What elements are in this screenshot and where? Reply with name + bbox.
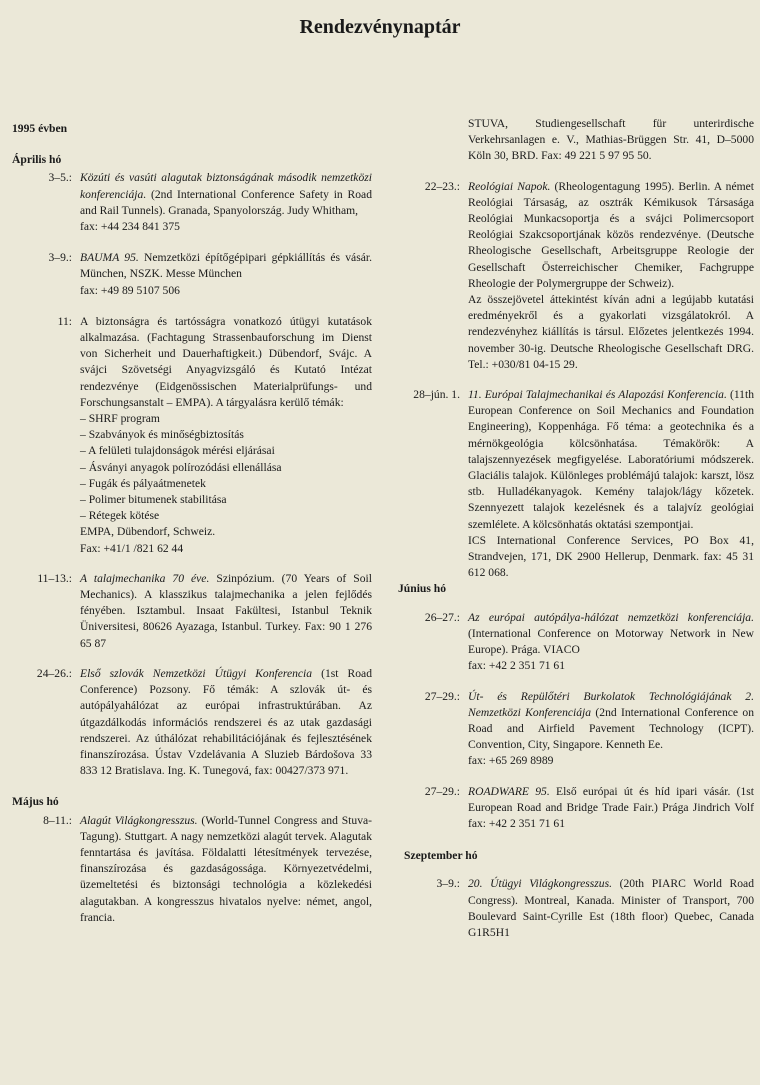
event-entry — [398, 610, 754, 675]
month-heading-june: Június hó — [398, 582, 447, 596]
event-title: Első szlovák Nemzetközi Útügyi Konferencia — [80, 666, 313, 680]
event-date: 3–5.: — [48, 171, 72, 185]
event-text — [468, 876, 754, 941]
event-date: 22–23.: — [424, 179, 460, 193]
month-heading-september: Szeptember hó — [404, 849, 478, 863]
event-date: 27–29.: — [424, 689, 460, 703]
event-entry — [398, 689, 754, 770]
event-fax: Fax: +41/1 /821 62 44 — [80, 541, 184, 555]
event-date: 26–27.: — [424, 610, 460, 624]
event-text — [80, 170, 372, 235]
event-description: (World-Tunnel Congress and Stuva-Tagung). Stuttgart. A nagy nemzetközi alagút tervek. Alagutak fenntartása és javítása. Földalatti létesítmények tervezése, finanszírozása és gazdaságossága. Környezetvédelmi, üzemeltetési és biztonsági technológia a közlekedési alagutakban. A kongresszus hivatalos nyelve: német, angol, francia. — [80, 813, 372, 924]
event-title: Reológiai Napok. — [468, 179, 551, 193]
event-title: A talajmechanika 70 éve. — [80, 571, 210, 585]
event-fax: fax: +42 2 351 71 61 — [468, 659, 566, 673]
event-description: Első európai út és híd ipari vásár. (1st European Road and Bridge Trade Fair.) Prága Jindrich Volf fax: +42 2 351 71 61 — [468, 784, 754, 830]
topic-item: – SHRF program — [80, 411, 372, 427]
topic-item: – Ásványi anyagok polírozódási ellenállása — [80, 460, 372, 476]
event-details: Az összejövetel áttekintést kíván adni a legújabb kutatási eredményekről és a gyakorlati vizsgálatokról. A rendezvényhez kiállítás is társul. Előzetes jelentkezés 1994. november 30-ig. Deutsche Rheologische Gesellschaft DRG. Tel.: +030/81 04-15 29. — [468, 293, 754, 371]
month-heading-april: Április hó — [12, 153, 62, 167]
event-description: (Rheologentagung 1995). Berlin. A német Reológiai Társaság, az osztrák Kémikusok Társasága Reológiai Munkacsoportja és a svájci Polimercsoport Reológiai Szakcsoportjának közös rendezvénye. (Deutsche Rheologische Gesellschaft, Arbeitsgruppe Reologie der Gesellschaft Österreichischer Chemiker, Fachgruppe Rheologie der Polymergruppe der Schweiz). — [468, 179, 754, 290]
event-text — [80, 314, 372, 557]
topic-item: – Polimer bitumenek stabilitása — [80, 492, 372, 508]
event-text — [468, 784, 754, 833]
event-text — [468, 610, 754, 675]
event-description: Nemzetközi építőgépipari gépkiállítás és vásár. München, NSZK. Messe München — [80, 251, 372, 281]
event-entry — [12, 666, 372, 779]
event-text — [80, 666, 372, 779]
month-heading-may: Május hó — [12, 795, 59, 809]
page-title: Rendezvénynaptár — [299, 16, 461, 38]
event-fax: fax: +49 89 5107 506 — [80, 283, 180, 297]
continued-text: STUVA, Studiengesellschaft für unterirdische Verkehrsanlagen e. V., Mathias-Brüggen Str. 41, D–5000 Köln 30, BRD. Fax: 49 221 5 97 95 50. — [468, 117, 754, 163]
topic-item: – A felületi tulajdonságok mérési eljárásai — [80, 443, 372, 459]
event-entry — [398, 784, 754, 833]
event-text — [80, 813, 372, 926]
event-details: ICS International Conference Services, PO Box 41, Strandvejen, 171, DK 2900 Hellerup, Denmark. fax: 45 31 612 068. — [468, 533, 754, 580]
event-text — [80, 571, 372, 652]
event-date: 24–26.: — [36, 666, 72, 680]
event-description: (1st Road Conference) Pozsony. Fő témák: A szlovák út- és autópályahálózat az európai infrastruktúrában. Az útgazdálkodás információs rendszerei és az utak gazdasági rendszerei. Az úthálózat rehabilitációjának és fejlesztésének finanszírozása. Ústav Vzdelávania A Sluzieb Bárdošova 33 833 12 Bratislava. Ing. K. Tunegová, fax: 00427/373 971. — [80, 666, 372, 778]
event-title: Az európai autópálya-hálózat nemzetközi konferenciája. — [468, 610, 754, 624]
right-column — [398, 116, 754, 941]
event-date: 27–29.: — [424, 784, 460, 798]
event-entry — [12, 314, 372, 557]
event-date: 3–9.: — [436, 877, 460, 891]
event-description: (International Conference on Motorway Network in New Europe). Prága. VIACO — [468, 626, 754, 657]
event-date: 11–13.: — [37, 571, 72, 585]
event-date: 28–jún. 1. — [413, 388, 460, 402]
topic-item: – Szabványok és minőségbiztosítás — [80, 427, 372, 443]
topic-list — [80, 411, 372, 524]
event-entry — [398, 387, 754, 581]
event-entry — [12, 571, 372, 652]
event-title: Közúti és vasúti alagutak biztonságának második nemzetközi konferenciája. — [80, 171, 372, 201]
event-entry — [398, 876, 754, 941]
event-description: (2nd International Conference on Road and Airfield Pavement Technology (ICPT). Convention, City, Singapore. Kenneth Ee. — [468, 705, 754, 752]
topic-item: – Fugák és pályaátmenetek — [80, 476, 372, 492]
event-description: Szinpózium. (70 Years of Soil Mechanics). A klasszikus talajmechanika a jelen fejlődés fényében. Isztambul. Insaat Fakültesi, Istanbul Teknik Üniversitesi, 80626 Ayazaga, Istanbul. Turkey. Fax: 90 1 276 65 87 — [80, 571, 372, 650]
event-entry — [398, 179, 754, 373]
year-heading: 1995 évben — [12, 122, 68, 135]
event-entry — [12, 170, 372, 235]
event-description: A biztonságra és tartósságra vonatkozó útügyi kutatások alkalmazása. (Fachtagung Strassenbauforschung im Dienst von Sicherheit und Dauerhaftigkeit.) Dübendorf, Svájc. A svájci Szövetségi Anyagvizsgáló és Kutató Intézat rendezvénye (Eidgenössischen Materialprüfungs- und Forschungsanstalt – EMPA). A tárgyalásra kerülő témák: — [80, 314, 372, 409]
event-text — [468, 387, 754, 581]
event-title: Út- és Repülőtéri Burkolatok Technológiájának 2. Nemzetközi Konferenciája — [468, 689, 754, 719]
event-text — [468, 689, 754, 770]
event-title: 20. Útügyi Világkongresszus. — [468, 877, 613, 891]
event-text — [468, 179, 754, 373]
event-fax: fax: +44 234 841 375 — [80, 220, 180, 234]
event-title: BAUMA 95. — [80, 251, 139, 265]
event-date: 8–11.: — [43, 813, 72, 827]
event-description: (2nd International Conference Safety in Road and Rail Tunnels). Granada, Spanyolország. Judy Whitham, — [80, 187, 372, 217]
event-date: 11: — [57, 314, 72, 328]
event-title: ROADWARE 95. — [468, 784, 550, 798]
event-text — [80, 250, 372, 299]
event-title: Alagút Világkongresszus. — [80, 813, 198, 827]
event-fax: fax: +65 269 8989 — [468, 754, 554, 768]
event-description: (20th PIARC World Road Congress). Montreal, Kanada. Minister of Transport, 700 Boulevard Saint-Cyrille Est (18th floor) Quebec, Canada G1R5H1 — [468, 877, 754, 939]
event-entry — [12, 250, 372, 299]
event-description: (11th European Conference on Soil Mechanics and Foundation Engineering), Koppenhága. Fő téma: a geotechnika és a mérnökgeológia kölcsönhatása. Témakörök: A talajszennyezések megfigyelése. Laboratóriumi módszerek. Glaciális talajok. Különleges problémájú talajok: karszt, lösz stb. Hulladékanyagok. Kemény talajok/lágy kőzetek. Szennyezett talajok kezelésnek és a talajvíz geológiai szemlélete. A kölcsönhatás oktatási szempontjai. — [468, 388, 754, 531]
topic-item: – Rétegek kötése — [80, 508, 372, 524]
event-date: 3–9.: — [48, 251, 72, 265]
event-organizer: EMPA, Dübendorf, Schweiz. — [80, 525, 216, 539]
event-title: 11. Európai Talajmechanikai és Alapozási Konferencia. — [468, 388, 727, 402]
event-entry — [12, 813, 372, 926]
left-column — [12, 121, 372, 926]
